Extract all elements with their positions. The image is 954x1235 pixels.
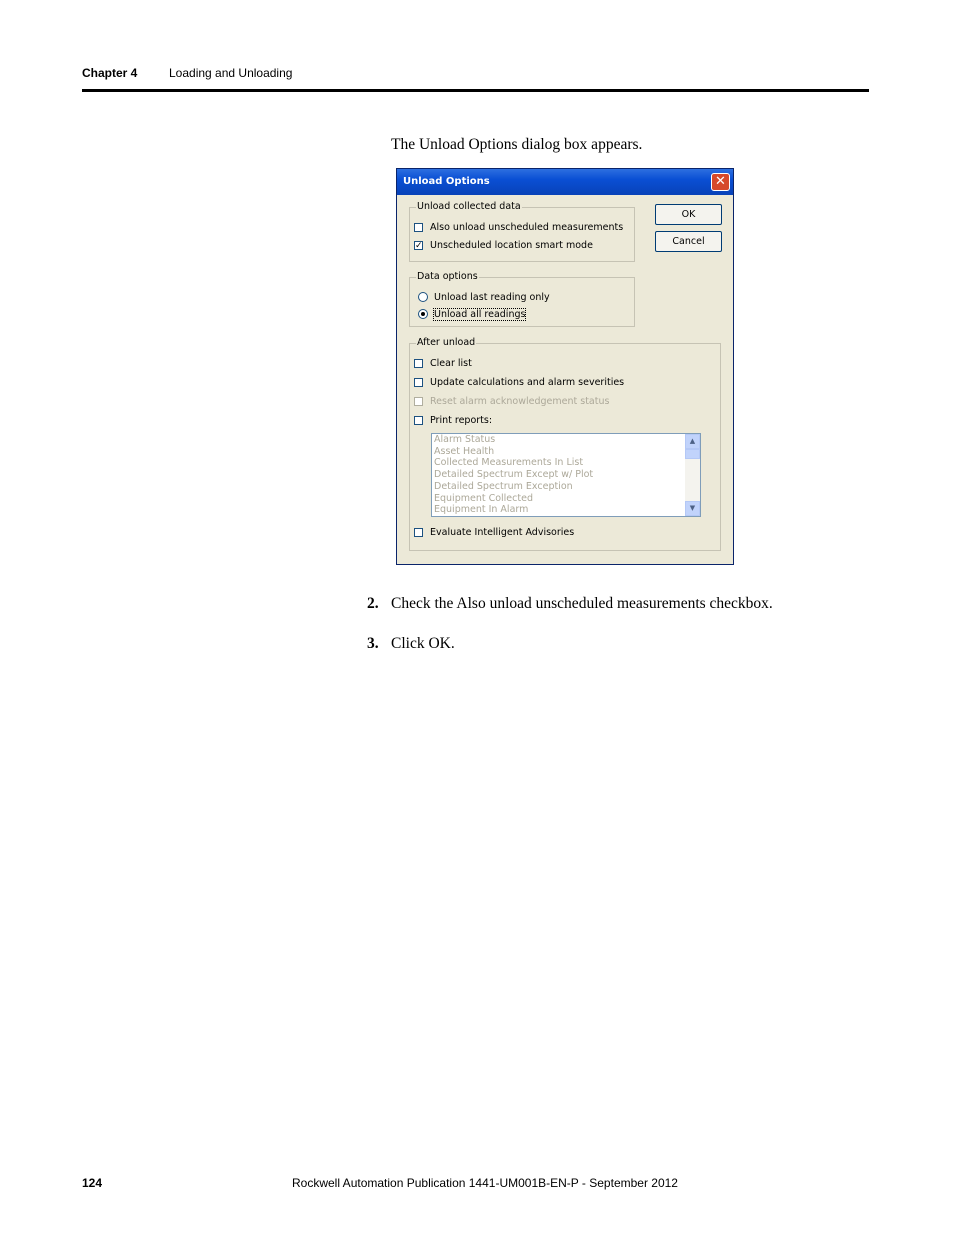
radio-last-reading[interactable] [418,290,550,304]
list-item[interactable]: Equipment Collected [434,492,533,504]
header-rule [82,89,869,92]
group-label: Unload collected data [417,201,521,212]
step-3 [367,635,455,653]
list-item[interactable]: Asset Health [434,445,495,457]
step-2 [367,595,773,613]
scroll-thumb[interactable] [685,449,700,459]
checkbox-label: Unscheduled location smart mode [430,239,593,251]
checkbox-also-unload[interactable] [414,220,623,234]
list-item[interactable]: Collected Measurements In List [434,457,584,469]
radio-circle[interactable] [418,309,428,319]
radio-label: Unload all readings [434,308,526,320]
radio-dot-icon [421,312,425,316]
checkbox-box[interactable] [414,528,423,537]
unload-options-dialog [396,168,734,565]
ok-button[interactable]: OK [655,204,722,225]
checkbox-update-calculations[interactable] [414,375,624,389]
checkbox-box[interactable] [414,416,423,425]
checkbox-clear-list[interactable] [414,356,472,370]
step-number: 2. [367,595,379,612]
list-item[interactable]: Equipment In Alarm [434,504,529,516]
reports-listbox[interactable] [431,433,701,517]
checkbox-box[interactable] [414,359,423,368]
checkbox-label: Evaluate Intelligent Advisories [430,526,575,538]
dialog-title: Unload Options [403,176,490,187]
checkbox-label: Reset alarm acknowledgement status [430,395,610,407]
chapter-label: Chapter 4 [82,66,138,80]
scroll-up-icon[interactable]: ▲ [685,434,700,449]
step-text: Click OK. [391,635,455,652]
check-icon[interactable]: ✓ [415,240,423,251]
checkbox-evaluate-advisories[interactable] [414,525,574,539]
list-item[interactable]: Detailed Spectrum Exception [434,480,573,492]
close-icon[interactable]: ✕ [711,173,730,191]
checkbox-box[interactable] [414,223,423,232]
radio-circle[interactable] [418,292,428,302]
step-number: 3. [367,635,379,652]
chapter-title: Loading and Unloading [169,66,293,80]
checkbox-label: Also unload unscheduled measurements [430,221,624,233]
publication-info: Rockwell Automation Publication 1441-UM001B-EN-P - September 2012 [292,1176,678,1190]
checkbox-print-reports[interactable] [414,413,492,427]
listbox-scrollbar[interactable] [685,434,700,516]
page-number: 124 [82,1176,103,1190]
group-label: After unload [417,337,476,348]
checkbox-box [414,397,423,406]
list-item[interactable]: Alarm Status [434,434,496,445]
dialog-titlebar[interactable] [397,169,733,195]
reports-list [434,434,593,516]
group-unload-collected [409,201,635,262]
radio-label: Unload last reading only [434,291,550,303]
checkbox-reset-alarm [414,394,609,408]
checkbox-box[interactable] [414,378,423,387]
cancel-button[interactable]: Cancel [655,231,722,252]
radio-all-readings[interactable] [418,307,525,321]
group-label: Data options [417,271,478,282]
intro-text: The Unload Options dialog box appears. [391,136,643,153]
scroll-down-icon[interactable]: ▼ [685,501,700,516]
checkbox-label: Print reports: [430,414,493,426]
step-text: Check the Also unload unscheduled measurements checkbox. [391,595,773,612]
checkbox-smart-mode[interactable] [414,238,593,252]
checkbox-label: Update calculations and alarm severities [430,376,625,388]
list-item[interactable]: Detailed Spectrum Except w/ Plot [434,469,594,481]
checkbox-label: Clear list [430,357,472,369]
